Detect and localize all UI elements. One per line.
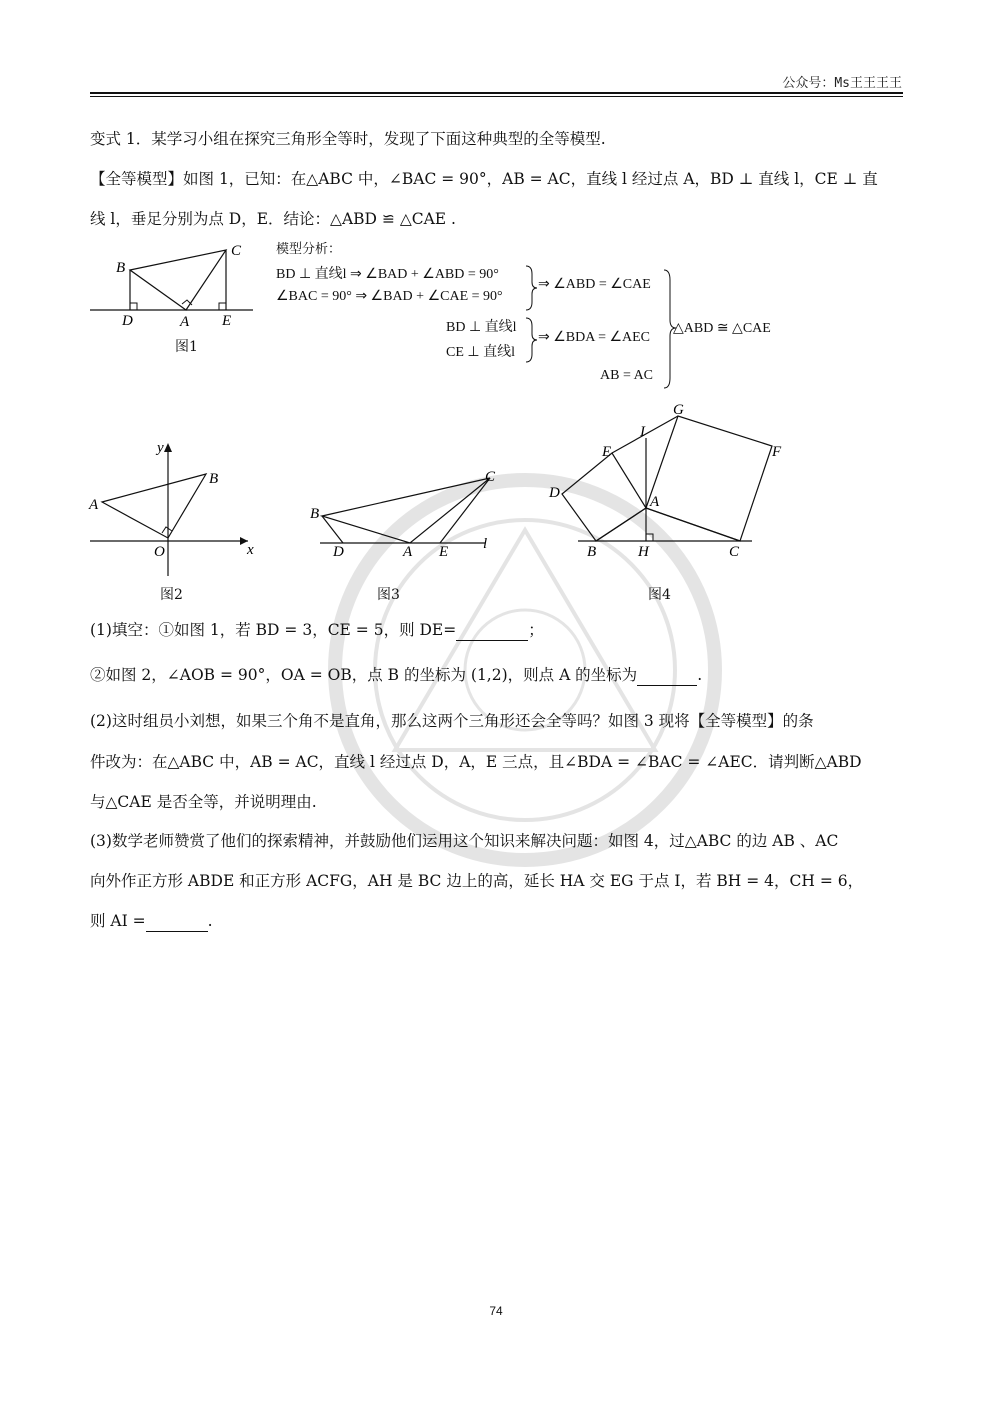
- analysis-row5: AB = AC: [600, 368, 654, 383]
- fig4-label-b: B: [587, 544, 597, 560]
- analysis-title: 模型分析：: [276, 242, 342, 257]
- question-1b-text: ②如图 2，∠AOB = 90°，OA = OB，点 B 的坐标为 (1,2)，则点 A 的坐标为: [90, 666, 638, 684]
- question-3-line1: (3)数学老师赞赏了他们的探索精神，并鼓励他们运用这个知识来解决问题：如图 4，过△ABC 的边 AB 、AC: [90, 832, 839, 850]
- fig2-label-o: O: [154, 544, 165, 560]
- question-2-line2: 件改为：在△ABC 中，AB = AC，直线 l 经过点 D，A，E 三点，且∠BDA = ∠BAC = ∠AEC．请判断△ABD: [90, 753, 862, 771]
- question-2-line1: (2)这时组员小刘想，如果三个角不是直角，那么这两个三角形还会全等吗？如图 3 现将【全等模型】的条: [90, 712, 814, 730]
- fig2-label-y: y: [157, 440, 164, 456]
- fig4-label-a: A: [650, 494, 660, 510]
- question-3-line3: [90, 910, 906, 932]
- fig4-label-f: F: [772, 444, 782, 460]
- fig1-label-d: D: [122, 313, 133, 329]
- fig3-label-e: E: [439, 544, 449, 560]
- question-3-text: 则 AI =: [90, 912, 146, 930]
- model-statement-line1: [90, 168, 906, 190]
- problem-intro: 变式 1．某学习小组在探究三角形全等时，发现了下面这种典型的全等模型.: [90, 130, 606, 148]
- page-number: 74: [489, 1304, 503, 1318]
- question-1b: [90, 664, 906, 686]
- analysis-row1: BD ⊥ 直线l ⇒ ∠BAD + ∠ABD = 90°: [276, 267, 499, 282]
- question-1a-end: ；: [528, 621, 544, 639]
- fig3-label-a: A: [403, 544, 413, 560]
- fig2-label-x: x: [247, 542, 254, 558]
- answer-blank-de[interactable]: [456, 624, 528, 641]
- fig1-caption: 图1: [175, 339, 198, 355]
- analysis-row3: BD ⊥ 直线l: [446, 320, 517, 335]
- fig3-label-l: l: [483, 536, 488, 552]
- fig3-label-d: D: [333, 544, 344, 560]
- question-1a: [90, 619, 906, 641]
- fig3-label-b: B: [310, 506, 320, 522]
- analysis-result2: ⇒ ∠BDA = ∠AEC: [538, 330, 651, 345]
- figure-2: [88, 438, 268, 578]
- fig4-label-g: G: [673, 402, 684, 418]
- header-rule: [90, 92, 903, 94]
- analysis-braces: [520, 260, 680, 395]
- analysis-row4: CE ⊥ 直线l: [446, 345, 515, 360]
- fig4-label-e: E: [602, 444, 612, 460]
- fig3-label-c: C: [485, 469, 496, 485]
- figure-3: [305, 460, 505, 570]
- header-rule-thin: [90, 96, 903, 97]
- fig2-caption: 图2: [160, 587, 183, 603]
- analysis-row2: ∠BAC = 90° ⇒ ∠BAD + ∠CAE = 90°: [276, 289, 503, 304]
- model-statement-line2: 线 l，垂足分别为点 D，E．结论：△ABD ≌ △CAE .: [90, 210, 456, 228]
- fig1-label-c: C: [231, 243, 242, 259]
- fig4-label-h: H: [638, 544, 649, 560]
- question-1b-end: .: [697, 666, 703, 684]
- fig4-label-d: D: [549, 485, 560, 501]
- answer-blank-ai[interactable]: [146, 915, 208, 932]
- answer-blank-point-a[interactable]: [637, 669, 697, 686]
- question-3-end: .: [207, 912, 213, 930]
- fig2-label-b: B: [209, 471, 219, 487]
- figure-1: [88, 240, 258, 330]
- header-account: 公众号：Ms王王王王: [782, 76, 902, 91]
- fig4-label-i: I: [640, 424, 645, 440]
- question-2-line3: 与△CAE 是否全等，并说明理由.: [90, 793, 317, 811]
- question-3-line2: 向外作正方形 ABDE 和正方形 ACFG，AH 是 BC 边上的高，延长 HA 交 EG 于点 I，若 BH = 4，CH = 6，: [90, 872, 864, 890]
- analysis-result1: ⇒ ∠ABD = ∠CAE: [538, 277, 651, 292]
- fig3-caption: 图3: [377, 587, 400, 603]
- question-1a-text: (1)填空：①如图 1，若 BD = 3，CE = 5，则 DE=: [90, 621, 457, 639]
- fig2-label-a: A: [89, 497, 99, 513]
- fig1-label-e: E: [222, 313, 232, 329]
- analysis-conclusion: △ABD ≅ △CAE: [673, 321, 771, 336]
- fig4-label-c: C: [729, 544, 740, 560]
- model-text: 如图 1，已知：在△ABC 中，∠BAC = 90°，AB = AC，直线 l 经过点 A，BD ⊥ 直线 l，CE ⊥ 直: [183, 170, 878, 188]
- fig1-label-a: A: [180, 314, 190, 330]
- fig1-label-b: B: [116, 260, 126, 276]
- model-label: 【全等模型】: [90, 170, 184, 188]
- figure-4: [540, 398, 800, 568]
- fig4-caption: 图4: [648, 587, 671, 603]
